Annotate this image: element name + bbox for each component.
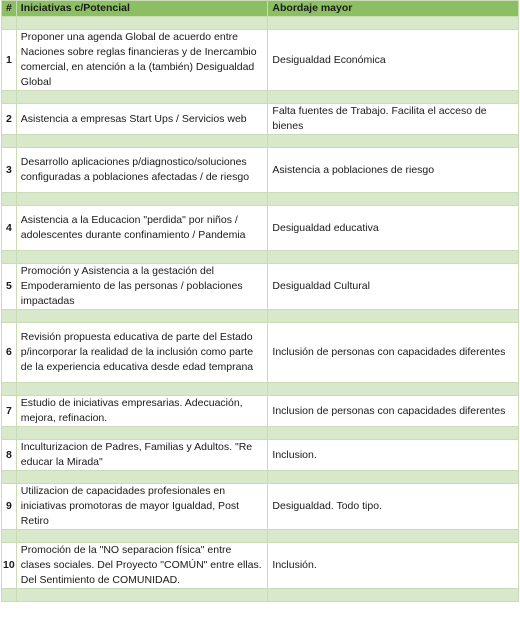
spacer-cell [268, 530, 519, 543]
spacer-cell [16, 251, 268, 264]
spacer-cell [268, 135, 519, 148]
table-row [2, 148, 519, 193]
initiative-cell: Utilizacion de capacidades profesionales en iniciativas promotoras de mayor Igualdad, Post Retiro [16, 484, 268, 530]
approach-cell: Inclusión. [268, 543, 519, 589]
header-row [2, 1, 519, 17]
table-row [2, 30, 519, 91]
spacer-cell [268, 427, 519, 440]
spacer-cell [16, 91, 268, 104]
initiative-cell: Asistencia a empresas Start Ups / Servicios web [16, 104, 268, 135]
approach-cell: Desigualdad Económica [268, 30, 519, 91]
table-row [2, 323, 519, 383]
spacer-row [2, 530, 519, 543]
approach-cell: Desigualdad educativa [268, 206, 519, 251]
spacer-cell [16, 17, 268, 30]
approach-cell: Inclusion de personas con capacidades diferentes [268, 396, 519, 427]
spacer-row [2, 135, 519, 148]
row-number: 7 [2, 396, 17, 427]
spacer-cell [16, 427, 268, 440]
approach-cell: Falta fuentes de Trabajo. Facilita el acceso de bienes [268, 104, 519, 135]
initiative-cell: Promoción y Asistencia a la gestación del Empoderamiento de las personas / poblaciones impactadas [16, 264, 268, 310]
spacer-cell [2, 383, 17, 396]
spacer-cell [16, 530, 268, 543]
table-body [2, 17, 519, 602]
initiative-cell: Revisión propuesta educativa de parte del Estado p/incorporar la realidad de la inclusión como parte de la experiencia educativa desde edad temprana [16, 323, 268, 383]
approach-cell: Inclusion. [268, 440, 519, 471]
table-row [2, 440, 519, 471]
table-row [2, 264, 519, 310]
initiative-cell: Proponer una agenda Global de acuerdo entre Naciones sobre reglas financieras y de Inercambio comercial, en atención a la (también) Desigualdad Global [16, 30, 268, 91]
spacer-row [2, 589, 519, 602]
spacer-row [2, 471, 519, 484]
spacer-cell [268, 310, 519, 323]
table-row [2, 543, 519, 589]
spacer-cell [16, 589, 268, 602]
spacer-cell [268, 17, 519, 30]
spacer-cell [268, 383, 519, 396]
spacer-cell [16, 471, 268, 484]
approach-cell: Asistencia a poblaciones de riesgo [268, 148, 519, 193]
spacer-row [2, 91, 519, 104]
spacer-row [2, 427, 519, 440]
table-row [2, 206, 519, 251]
spacer-cell [268, 471, 519, 484]
spacer-cell [2, 530, 17, 543]
spacer-row [2, 310, 519, 323]
row-number: 5 [2, 264, 17, 310]
initiative-cell: Desarrollo aplicaciones p/diagnostico/soluciones configuradas a poblaciones afectadas / de riesgo [16, 148, 268, 193]
spacer-cell [16, 383, 268, 396]
spacer-cell [268, 251, 519, 264]
table-row [2, 104, 519, 135]
row-number: 10 [2, 543, 17, 589]
header-approach: Abordaje mayor [268, 1, 519, 17]
initiative-cell: Inculturizacion de Padres, Familias y Adultos. "Re educar la Mirada" [16, 440, 268, 471]
spacer-cell [2, 91, 17, 104]
spacer-cell [16, 310, 268, 323]
spacer-row [2, 251, 519, 264]
row-number: 6 [2, 323, 17, 383]
approach-cell: Desigualdad Cultural [268, 264, 519, 310]
row-number: 4 [2, 206, 17, 251]
row-number: 8 [2, 440, 17, 471]
header-initiatives: Iniciativas c/Potencial [16, 1, 268, 17]
row-number: 3 [2, 148, 17, 193]
table-row [2, 484, 519, 530]
spacer-row [2, 383, 519, 396]
spacer-cell [2, 310, 17, 323]
spacer-cell [2, 251, 17, 264]
approach-cell: Inclusión de personas con capacidades diferentes [268, 323, 519, 383]
initiative-cell: Estudio de iniciativas empresarias. Adecuación, mejora, refinacion. [16, 396, 268, 427]
spacer-cell [2, 471, 17, 484]
row-number: 9 [2, 484, 17, 530]
spacer-cell [2, 135, 17, 148]
initiative-cell: Promoción de la "NO separacion física" entre clases sociales. Del Proyecto "COMÚN" entre ellas. Del Sentimiento de COMUNIDAD. [16, 543, 268, 589]
row-number: 2 [2, 104, 17, 135]
spacer-cell [2, 17, 17, 30]
approach-cell: Desigualdad. Todo tipo. [268, 484, 519, 530]
spacer-cell [2, 427, 17, 440]
spacer-cell [16, 135, 268, 148]
spacer-row [2, 193, 519, 206]
spacer-cell [16, 193, 268, 206]
spacer-cell [2, 589, 17, 602]
spacer-cell [268, 193, 519, 206]
initiatives-table [1, 0, 519, 602]
spacer-cell [268, 91, 519, 104]
table-row [2, 396, 519, 427]
spacer-cell [268, 589, 519, 602]
header-num: # [2, 1, 17, 17]
spacer-cell [2, 193, 17, 206]
row-number: 1 [2, 30, 17, 91]
initiative-cell: Asistencia a la Educacion "perdida" por niños / adolescentes durante confinamiento / Pandemia [16, 206, 268, 251]
spacer-row [2, 17, 519, 30]
